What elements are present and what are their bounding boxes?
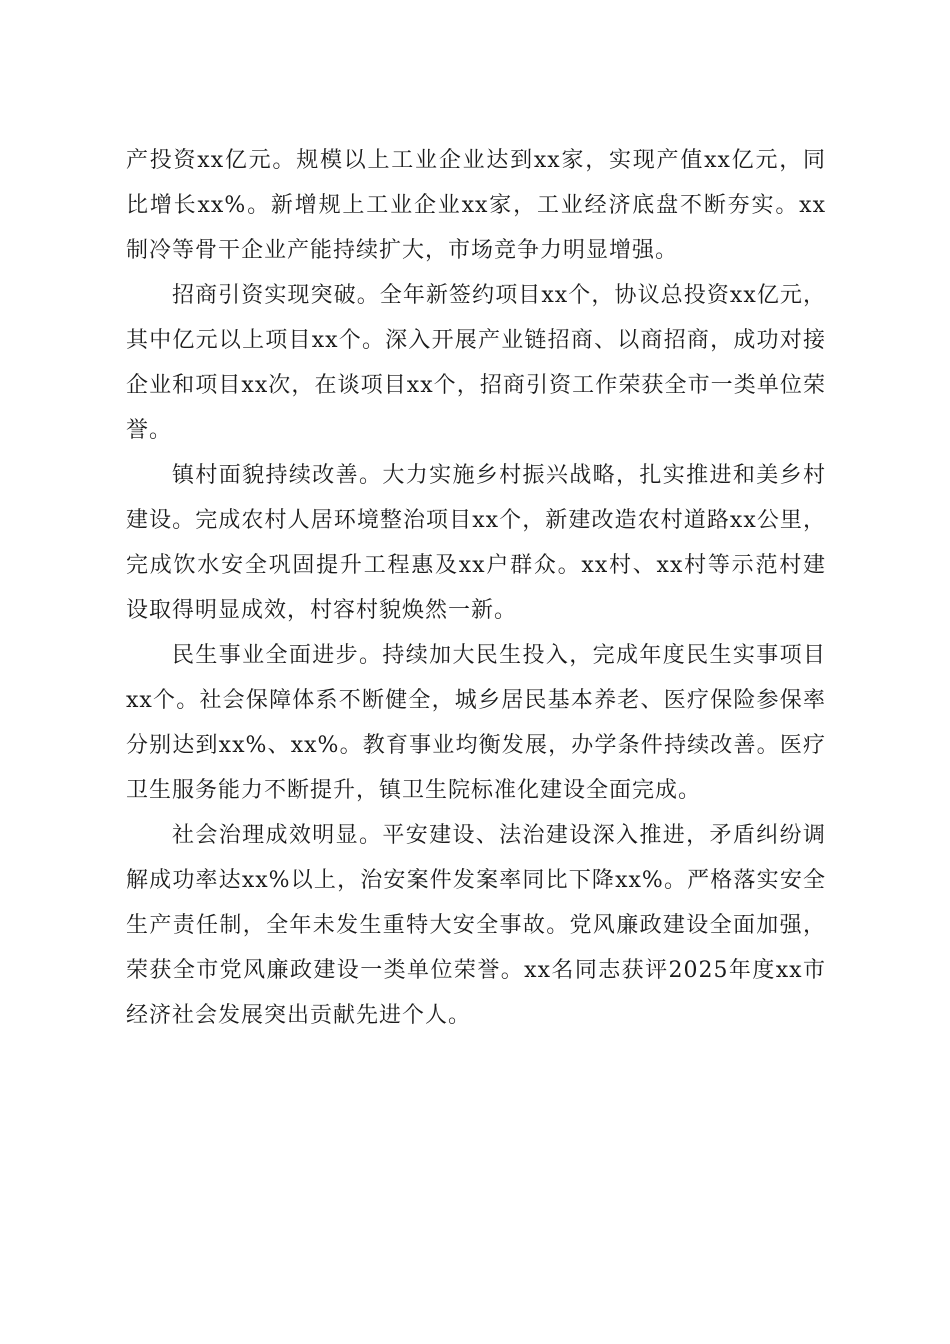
paragraph-livelihood: 民生事业全面进步。持续加大民生投入，完成年度民生实事项目xx个。社会保障体系不断健全，城乡居民基本养老、医疗保险参保率分别达到xx%、xx%。教育事业均衡发展，办学条件持续改善。医疗卫生服务能力不断提升，镇卫生院标准化建设全面完成。 [126, 643, 826, 803]
paragraph-industry-continued: 产投资xx亿元。规模以上工业企业达到xx家，实现产值xx亿元，同比增长xx%。新增规上工业企业xx家，工业经济底盘不断夯实。xx制冷等骨干企业产能持续扩大，市场竞争力明显增强。 [126, 148, 826, 263]
paragraph-village-improvement: 镇村面貌持续改善。大力实施乡村振兴战略，扎实推进和美乡村建设。完成农村人居环境整治项目xx个，新建改造农村道路xx公里，完成饮水安全巩固提升工程惠及xx户群众。xx村、xx村等示范村建设取得明显成效，村容村貌焕然一新。 [126, 463, 826, 623]
paragraph-investment-attraction: 招商引资实现突破。全年新签约项目xx个，协议总投资xx亿元，其中亿元以上项目xx个。深入开展产业链招商、以商招商，成功对接企业和项目xx次，在谈项目xx个，招商引资工作荣获全市一类单位荣誉。 [126, 283, 826, 443]
paragraph-social-governance: 社会治理成效明显。平安建设、法治建设深入推进，矛盾纠纷调解成功率达xx%以上，治安案件发案率同比下降xx%。严格落实安全生产责任制，全年未发生重特大安全事故。党风廉政建设全面加强，荣获全市党风廉政建设一类单位荣誉。xx名同志获评2025年度xx市经济社会发展突出贡献先进个人。 [126, 823, 826, 1028]
document-body [126, 138, 826, 1038]
